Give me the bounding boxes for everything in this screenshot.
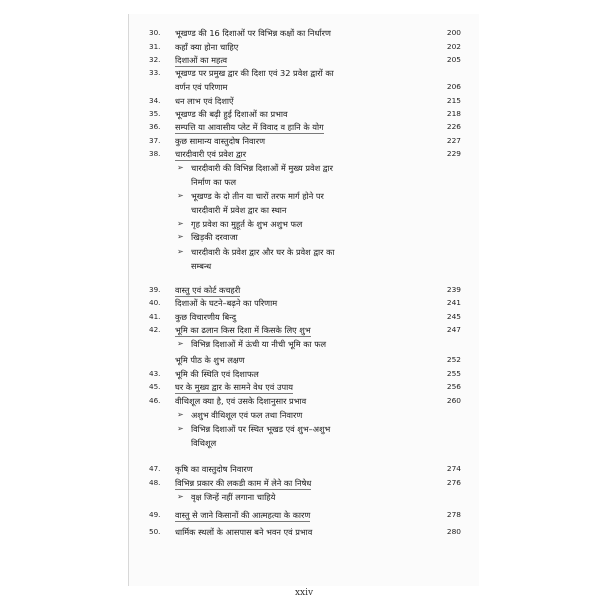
toc-entry-title: चारदीवारी एवं प्रवेश द्वार xyxy=(175,149,247,159)
toc-page-number: 229 xyxy=(446,149,461,158)
toc-page-number: 245 xyxy=(446,312,461,321)
toc-entry xyxy=(129,463,479,475)
toc-entry-number: 32. xyxy=(149,55,161,64)
toc-entry-number: 36. xyxy=(149,122,161,131)
toc-entry-title: भूमि का ढलान किस दिशा में किसके लिए शुभ xyxy=(175,325,311,335)
toc-page-number: 256 xyxy=(446,382,461,391)
toc-entry-title: कुछ सामान्य वास्तुदोष निवारण xyxy=(175,136,266,146)
toc-entry-title: भूखण्ड की 16 दिशाओं पर विभिन्न कक्षों का निर्धारण xyxy=(175,28,331,38)
toc-entry-title: वीथिशूल क्या है, एवं उसके दिशानुसार प्रभाव xyxy=(175,396,307,406)
toc-entry-number: 45. xyxy=(149,382,161,391)
toc-subitem-title: भूखण्ड के दो तीन या चारों तरफ मार्ग होने पर xyxy=(191,191,324,201)
toc-entry xyxy=(129,284,479,296)
toc-entry xyxy=(129,509,479,521)
toc-subitem xyxy=(129,338,479,350)
toc-subitem xyxy=(129,162,479,174)
toc-entry-title: भूमि की स्थिति एवं दिशाफल xyxy=(175,369,259,379)
toc-entry xyxy=(129,121,479,133)
toc-subitem-title: अशुभ वीथिशूल एवं फल तथा निवारण xyxy=(191,410,303,420)
toc-entry-title: भूखण्ड पर प्रमुख द्वार की दिशा एवं 32 प्रवेश द्वारों का xyxy=(175,68,334,78)
toc-subitem-title: विभिन्न दिशाओं में ऊंची या नीची भूमि का फल xyxy=(191,339,327,349)
toc-entry-continuation xyxy=(129,176,479,188)
toc-entry-continuation-text: वर्णन एवं परिणाम xyxy=(175,82,228,92)
toc-subitem xyxy=(129,409,479,421)
toc-page-number: 202 xyxy=(446,42,461,51)
toc-entry xyxy=(129,324,479,336)
toc-page-number: 218 xyxy=(446,109,461,118)
toc-entry-continuation xyxy=(129,204,479,216)
toc-page-number: 215 xyxy=(446,96,461,105)
toc-entry-number: 41. xyxy=(149,312,161,321)
toc-entry-title: धन लाभ एवं दिशाऐं xyxy=(175,96,234,106)
toc-entry-title: भूमि पीठ के शुभ लक्षण xyxy=(175,355,245,365)
toc-entry-title: सम्पत्ति या आवासीय प्लेट में विवाद व हानि के योग xyxy=(175,122,324,132)
bullet-arrow-icon: ➢ xyxy=(177,191,184,200)
toc-entry xyxy=(129,311,479,323)
toc-subitem-title: गृह प्रवेश का मुहूर्त के शुभ अशुभ फल xyxy=(191,219,303,229)
toc-subitem-title: चारदीवारी की विभिन्न दिशाओं में मुख्य प्रवेश द्वार xyxy=(191,163,333,173)
toc-entry-continuation-text: विथिशूल xyxy=(191,438,217,448)
bullet-arrow-icon: ➢ xyxy=(177,410,184,419)
toc-entry-number: 42. xyxy=(149,325,161,334)
toc-entry-number: 46. xyxy=(149,396,161,405)
bullet-arrow-icon: ➢ xyxy=(177,232,184,241)
toc-entry-title: वास्तु एवं कोर्ट कचहरी xyxy=(175,285,241,295)
toc-entry-continuation-text: चारदीवारी में प्रवेश द्वार का स्थान xyxy=(191,205,287,215)
toc-entry-title: भूखण्ड की बढ़ी हुई दिशाओं का प्रभाव xyxy=(175,109,288,119)
toc-subitem xyxy=(129,190,479,202)
toc-entry-number: 48. xyxy=(149,478,161,487)
toc-entry-title: कृषि का वास्तुदोष निवारण xyxy=(175,464,253,474)
book-page xyxy=(128,14,479,598)
toc-subitem-title: चारदीवारी के प्रवेश द्वार और घर के प्रवेश द्वार का xyxy=(191,247,335,257)
toc-entry xyxy=(129,297,479,309)
toc-entry-number: 35. xyxy=(149,109,161,118)
toc-page-number: 252 xyxy=(446,355,461,364)
page-number-footer: xxiv xyxy=(294,588,314,598)
toc-page-number: 205 xyxy=(446,55,461,64)
bullet-arrow-icon: ➢ xyxy=(177,424,184,433)
toc-page-number: 255 xyxy=(446,369,461,378)
toc-entry-title: धार्मिक स्थलों के आसपास बने भवन एवं प्रभाव xyxy=(175,527,313,537)
toc-entry-number: 49. xyxy=(149,510,161,519)
toc-entry-number: 43. xyxy=(149,369,161,378)
toc-entry-title: वास्तु से जाने किसानों की आत्महत्या के कारण xyxy=(175,510,311,520)
toc-subitem-title: खिड़की दरवाजा xyxy=(191,232,238,242)
toc-entry xyxy=(129,381,479,393)
bullet-arrow-icon: ➢ xyxy=(177,492,184,501)
toc-entry xyxy=(129,95,479,107)
toc-entry xyxy=(129,477,479,489)
toc-entry xyxy=(129,108,479,120)
toc-entry xyxy=(129,27,479,39)
toc-entry xyxy=(129,526,479,538)
toc-page-number: 276 xyxy=(446,478,461,487)
toc-page-number: 239 xyxy=(446,285,461,294)
toc-entry-title: कहाँ क्या होना चाहिए xyxy=(175,42,239,52)
toc-entry xyxy=(129,135,479,147)
toc-entry-continuation-text: निर्माण का फल xyxy=(191,177,237,187)
toc-entry-number: 38. xyxy=(149,149,161,158)
toc-entry-number: 30. xyxy=(149,28,161,37)
toc-entry-title: कुछ विचारणीय बिन्दु xyxy=(175,312,237,322)
toc-entry-number: 31. xyxy=(149,42,161,51)
toc-page-number: 227 xyxy=(446,136,461,145)
toc-page-number: 206 xyxy=(446,82,461,91)
toc-entry-title: विभिन्न प्रकार की लकडी काम में लेने का निषेध xyxy=(175,478,312,488)
toc-page-number: 200 xyxy=(446,28,461,37)
toc-page-number: 226 xyxy=(446,122,461,131)
toc-entry-number: 47. xyxy=(149,464,161,473)
toc-entry xyxy=(129,354,479,366)
toc-entry-title: घर के मुख्य द्वार के सामने वेध एवं उपाय xyxy=(175,382,293,392)
toc-page-number: 274 xyxy=(446,464,461,473)
toc-entry-number: 37. xyxy=(149,136,161,145)
bullet-arrow-icon: ➢ xyxy=(177,247,184,256)
toc-subitem-title: वृक्ष जिन्हें नहीं लगाना चाहिये xyxy=(191,492,276,502)
toc-subitem xyxy=(129,246,479,258)
toc-subitem xyxy=(129,231,479,243)
toc-entry-number: 40. xyxy=(149,298,161,307)
bullet-arrow-icon: ➢ xyxy=(177,219,184,228)
toc-subitem-title: विभिन्न दिशाओं पर स्थित भूखड एवं शुभ–अशुभ xyxy=(191,424,331,434)
toc-entry xyxy=(129,395,479,407)
bullet-arrow-icon: ➢ xyxy=(177,339,184,348)
toc-entry-number: 34. xyxy=(149,96,161,105)
toc-entry-title: दिशाओं का महत्व xyxy=(175,55,228,65)
toc-page-number: 247 xyxy=(446,325,461,334)
toc-subitem xyxy=(129,423,479,435)
toc-entry xyxy=(129,368,479,380)
toc-entry-number: 50. xyxy=(149,527,161,536)
toc-page-number: 260 xyxy=(446,396,461,405)
table-of-contents xyxy=(129,14,479,586)
toc-entry-title: दिशाओं के घटने–बढ़ने का परिणाम xyxy=(175,298,278,308)
toc-entry-continuation xyxy=(129,437,479,449)
toc-entry-number: 39. xyxy=(149,285,161,294)
toc-subitem xyxy=(129,491,479,503)
bullet-arrow-icon: ➢ xyxy=(177,163,184,172)
toc-entry-continuation xyxy=(129,81,479,93)
toc-page-number: 280 xyxy=(446,527,461,536)
toc-entry-continuation xyxy=(129,260,479,272)
toc-entry-number: 33. xyxy=(149,68,161,77)
toc-subitem xyxy=(129,218,479,230)
toc-entry xyxy=(129,148,479,160)
toc-entry xyxy=(129,41,479,53)
toc-entry xyxy=(129,54,479,66)
toc-page-number: 241 xyxy=(446,298,461,307)
toc-entry-continuation-text: सम्बन्ध xyxy=(191,261,212,271)
toc-page-number: 278 xyxy=(446,510,461,519)
